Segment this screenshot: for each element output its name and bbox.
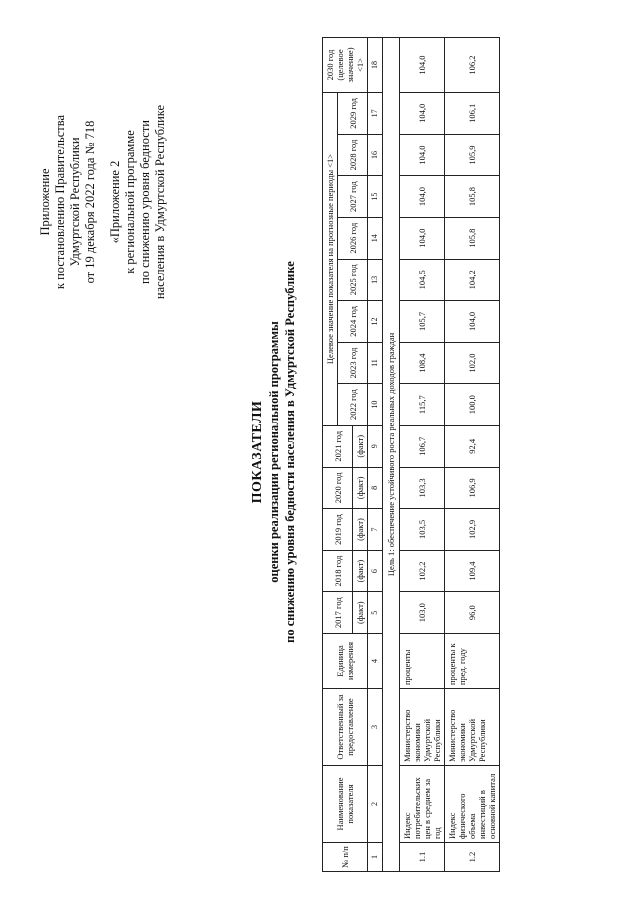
col-number: 18: [368, 38, 383, 93]
fact-label: (факт): [353, 467, 368, 509]
row-num: 1.1: [400, 843, 445, 872]
appendix-line: населения в Удмуртской Республике: [153, 104, 167, 300]
col-2020-header: 2020 год: [323, 467, 353, 509]
title-line-2: оценки реализации региональной программы: [267, 321, 281, 583]
header-line: от 19 декабря 2022 года № 718: [83, 120, 97, 284]
title-main: ПОКАЗАТЕЛИ: [250, 400, 265, 504]
col-name-header: Наименование показателя: [323, 766, 368, 843]
column-number-row: [368, 38, 383, 872]
goal-row: [383, 38, 400, 872]
row-name: Индекс физического объема инвестиций в основной капитал: [445, 766, 500, 843]
col-number: 6: [368, 550, 383, 592]
col-number: 9: [368, 425, 383, 467]
col-number: 7: [368, 509, 383, 551]
col-2029-header: 2029 год: [338, 93, 368, 135]
resolution-header: [38, 52, 168, 352]
col-number: 12: [368, 301, 383, 343]
col-2030-header: 2030 год (целевое значение) <1>: [323, 38, 368, 93]
value-cell: 104,0: [400, 217, 445, 259]
value-cell: 96,0: [445, 592, 500, 634]
col-number: 10: [368, 384, 383, 426]
row-name: Индекс потребительских цен в среднем за год: [400, 766, 445, 843]
value-cell: 103,5: [400, 509, 445, 551]
col-2019-header: 2019 год: [323, 509, 353, 551]
value-cell: 102,9: [445, 509, 500, 551]
title-line-3: по снижению уровня бедности населения в Удмуртской Республике: [283, 261, 297, 643]
fact-label: (факт): [353, 509, 368, 551]
col-number: 2: [368, 766, 383, 843]
fact-label: (факт): [353, 425, 368, 467]
col-2026-header: 2026 год: [338, 217, 368, 259]
target-group-header: Целевое значение показателя на прогнозные периоды <1>: [323, 93, 338, 426]
col-resp-header: Ответственный за предоставление: [323, 689, 368, 766]
value-cell: 105,8: [445, 176, 500, 218]
value-cell: 106,9: [445, 467, 500, 509]
col-2022-header: 2022 год: [338, 384, 368, 426]
header-line: Удмуртской Республики: [68, 137, 82, 267]
col-2027-header: 2027 год: [338, 176, 368, 218]
value-cell: 104,5: [400, 259, 445, 301]
value-cell: 92,4: [445, 425, 500, 467]
col-2017-header: 2017 год: [323, 592, 353, 634]
col-unit-header: Единица измерения: [323, 634, 368, 689]
value-cell: 104,2: [445, 259, 500, 301]
row-unit: проценты к пред. году: [445, 634, 500, 689]
col-number: 8: [368, 467, 383, 509]
row-resp: Министерство экономики Удмуртской Республики: [445, 689, 500, 766]
col-2028-header: 2028 год: [338, 134, 368, 176]
fact-label: (факт): [353, 592, 368, 634]
value-cell: 109,4: [445, 550, 500, 592]
col-number: 14: [368, 217, 383, 259]
col-number: 3: [368, 689, 383, 766]
value-cell: 104,0: [400, 38, 445, 93]
value-cell: 104,0: [400, 93, 445, 135]
col-2024-header: 2024 год: [338, 301, 368, 343]
value-cell: 100,0: [445, 384, 500, 426]
value-cell: 103,3: [400, 467, 445, 509]
value-cell: 105,7: [400, 301, 445, 343]
value-cell: 103,0: [400, 592, 445, 634]
col-number: 16: [368, 134, 383, 176]
table-row: [445, 38, 500, 872]
col-2018-header: 2018 год: [323, 550, 353, 592]
col-2023-header: 2023 год: [338, 342, 368, 384]
value-cell: 104,0: [400, 134, 445, 176]
row-unit: проценты: [400, 634, 445, 689]
row-resp: Министерство экономики Удмуртской Республики: [400, 689, 445, 766]
indicators-table: [322, 37, 500, 872]
col-number: 1: [368, 843, 383, 872]
col-number: 15: [368, 176, 383, 218]
header-line: Приложение: [38, 168, 52, 236]
value-cell: 102,2: [400, 550, 445, 592]
value-cell: 106,1: [445, 93, 500, 135]
value-cell: 104,0: [400, 176, 445, 218]
value-cell: 104,0: [445, 301, 500, 343]
appendix-line: по снижению уровня бедности: [138, 120, 152, 284]
table-row: [400, 38, 445, 872]
header-line: к постановлению Правительства: [53, 114, 67, 290]
value-cell: 115,7: [400, 384, 445, 426]
goal-text: Цель 1: обеспечение устойчивого роста реальных доходов граждан: [383, 38, 400, 872]
col-number: 17: [368, 93, 383, 135]
appendix-line: к региональной программе: [123, 130, 137, 274]
appendix-line: «Приложение 2: [108, 160, 122, 244]
value-cell: 105,9: [445, 134, 500, 176]
col-number: 13: [368, 259, 383, 301]
document-title: [250, 22, 298, 882]
value-cell: 102,0: [445, 342, 500, 384]
value-cell: 106,7: [400, 425, 445, 467]
col-2021-header: 2021 год: [323, 425, 353, 467]
row-num: 1.2: [445, 843, 500, 872]
value-cell: 105,8: [445, 217, 500, 259]
value-cell: 106,2: [445, 38, 500, 93]
col-number: 5: [368, 592, 383, 634]
rotated-content: [20, 22, 620, 882]
value-cell: 108,4: [400, 342, 445, 384]
col-number: 11: [368, 342, 383, 384]
col-number: 4: [368, 634, 383, 689]
fact-label: (факт): [353, 550, 368, 592]
col-num-header: № п/п: [323, 843, 368, 872]
col-2025-header: 2025 год: [338, 259, 368, 301]
